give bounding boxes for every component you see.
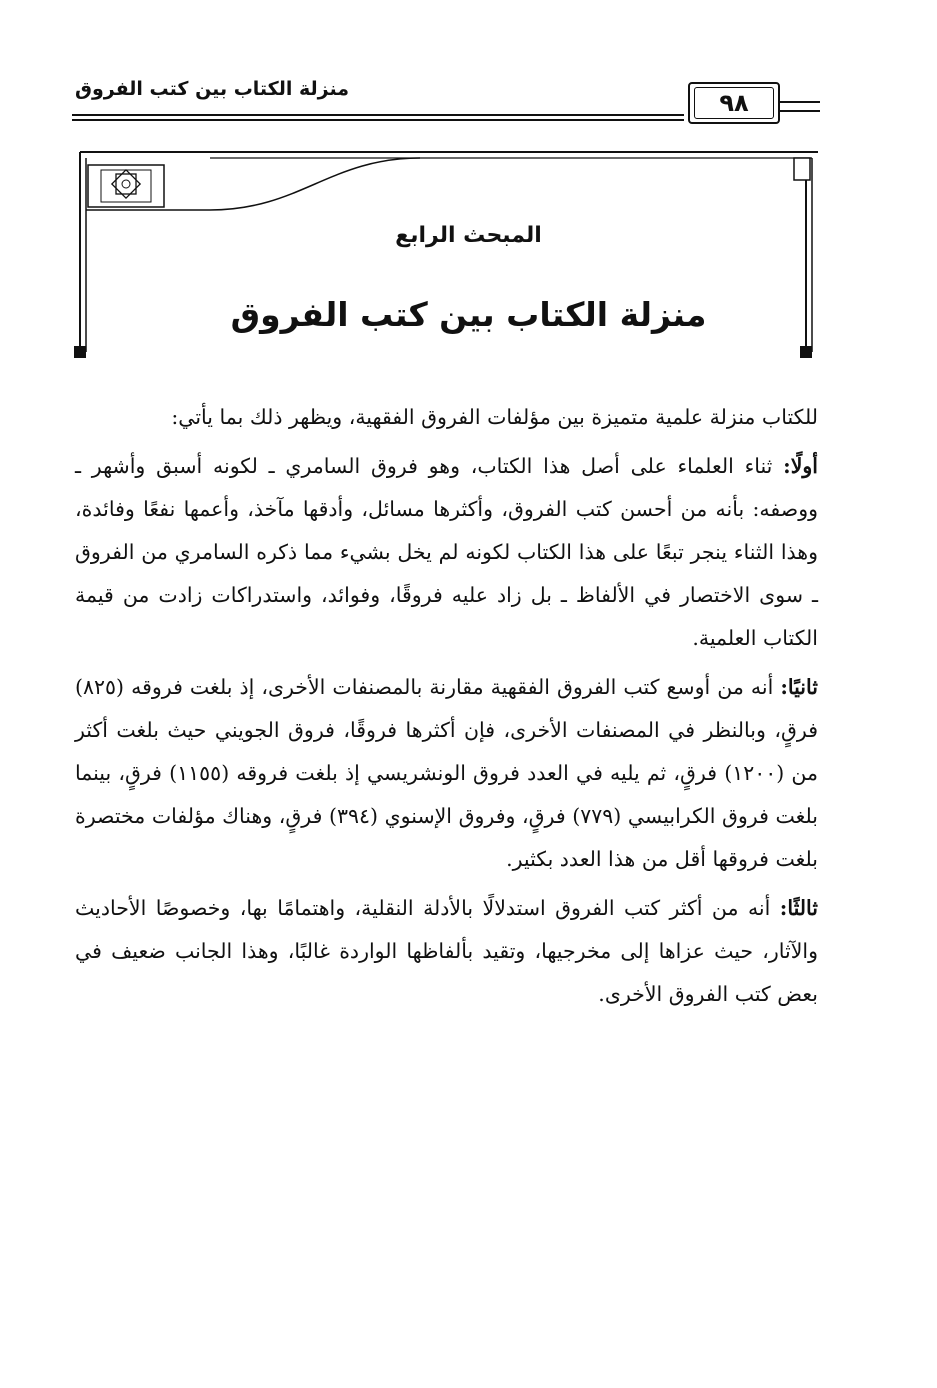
- point-lead-2: ثانيًا:: [780, 675, 818, 699]
- point-text-2: أنه من أوسع كتب الفروق الفقهية مقارنة بالمصنفات الأخرى، إذ بلغت فروقه (٨٢٥) فرقٍ، وبالنظر في المصنفات الأخرى، فإن أكثرها فروقًا، فروق الجويني حيث بلغت أكثر من (١٢٠٠) فرقٍ، ثم يليه في العدد فروق الونشريسي إذ بلغت فروقه (١١٥٥) فرقٍ، بينما بلغت فروق الكرابيسي (٧٧٩) فرقٍ، وفروق الإسنوي (٣٩٤) فرقٍ، وهناك مؤلفات مختصرة بلغت فروقها أقل من هذا العدد بكثير.: [75, 675, 818, 871]
- running-title: منزلة الكتاب بين كتب الفروق: [75, 78, 349, 100]
- ornament-box-inner: [101, 170, 151, 202]
- body-text: [75, 396, 818, 1022]
- section-title: منزلة الكتاب بين كتب الفروق: [230, 295, 707, 334]
- intro-paragraph: للكتاب منزلة علمية متميزة بين مؤلفات الفروق الفقهية، ويظهر ذلك بما يأتي:: [171, 405, 818, 429]
- point-lead-1: أولًا:: [783, 454, 818, 478]
- frame-corner-square-left: [74, 346, 86, 358]
- point-text-3: أنه من أكثر كتب الفروق استدلالًا بالأدلة النقلية، واهتمامًا بها، وخصوصًا الأحاديث والآثار، حيث عزاها إلى مخرجيها، وتقيد بألفاظها الواردة غالبًا، وهذا الجانب ضعيف في بعض كتب الفروق الأخرى.: [75, 896, 818, 1006]
- point-paragraph-3: [75, 887, 818, 1016]
- page-number-text: ٩٨: [719, 89, 749, 117]
- point-paragraph-2: [75, 666, 818, 881]
- frame-corner-tab: [794, 158, 810, 180]
- section-label: المبحث الرابع: [395, 223, 542, 248]
- point-lead-3: ثالثًا:: [779, 896, 818, 920]
- point-paragraph-1: [75, 445, 818, 660]
- frame-corner-square-right: [800, 346, 812, 358]
- point-text-1: ثناء العلماء على أصل هذا الكتاب، وهو فروق السامري ـ لكونه أسبق وأشهر ـ ووصفه: بأنه من أحسن كتب الفروق، وأكثرها مسائل، وأدقها مآخذ، وأعمها نفعًا وفائدة، وهذا الثناء ينجر تبعًا على هذا الكتاب لكونه لم يخل بشيء مما ذكره السامري من الفروق ـ سوى الاختصار في الألفاظ ـ بل زاد عليه فروقًا، وفوائد، واستدراكات زادت من قيمة الكتاب العلمية.: [75, 454, 818, 650]
